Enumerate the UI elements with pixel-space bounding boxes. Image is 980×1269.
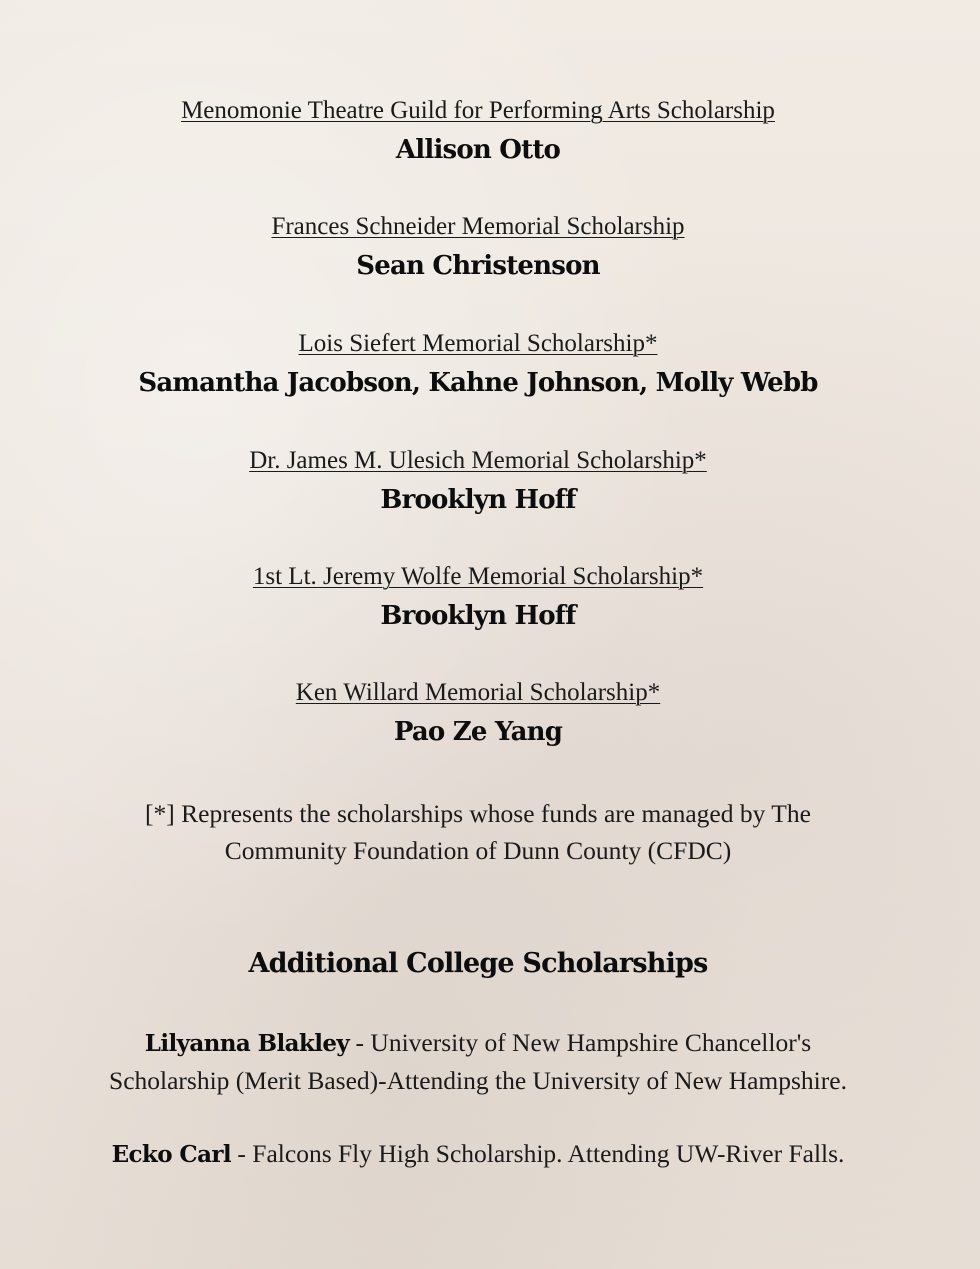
award-lois-siefert [0,329,956,399]
award-frances-schneider [0,212,956,282]
award-ken-willard [0,678,956,748]
award-recipient: Brooklyn Hoff [380,485,576,515]
cfdc-footnote [0,795,956,869]
award-recipient: Brooklyn Hoff [380,601,576,631]
additional-scholarships-heading: Additional College Scholarships [248,948,708,979]
award-recipient: Pao Ze Yang [393,717,563,747]
entry-description: - Falcons Fly High Scholarship. Attending UW-River Falls. [231,1139,845,1168]
footnote-line: Community Foundation of Dunn County (CFDC) [224,836,732,865]
additional-entry-carl [0,1135,956,1173]
entry-line: Scholarship (Merit Based)-Attending the University of New Hampshire. [109,1066,847,1095]
entry-name: Ecko Carl [111,1141,232,1168]
award-james-ulesich [0,446,956,516]
additional-entry-blakley [0,1024,956,1099]
award-recipient: Allison Otto [395,135,561,165]
award-title: Dr. James M. Ulesich Memorial Scholarship* [249,447,707,474]
award-title: Frances Schneider Memorial Scholarship [271,213,685,240]
award-recipient: Samantha Jacobson, Kahne Johnson, Molly Webb [138,368,818,398]
entry-line [0,1135,956,1173]
footnote-line: [*] Represents the scholarships whose funds are managed by The [145,799,811,828]
entry-description: - University of New Hampshire Chancellor's [349,1028,812,1057]
award-title: Ken Willard Memorial Scholarship* [295,679,661,706]
award-jeremy-wolfe [0,562,956,632]
entry-name: Lilyanna Blakley [144,1030,350,1057]
award-recipient: Sean Christenson [356,251,600,281]
award-title: 1st Lt. Jeremy Wolfe Memorial Scholarship* [252,563,704,590]
award-menomonie-theatre-guild [0,96,956,166]
award-title: Lois Siefert Memorial Scholarship* [298,330,658,357]
entry-line [0,1024,956,1062]
award-title: Menomonie Theatre Guild for Performing Arts Scholarship [181,97,775,124]
